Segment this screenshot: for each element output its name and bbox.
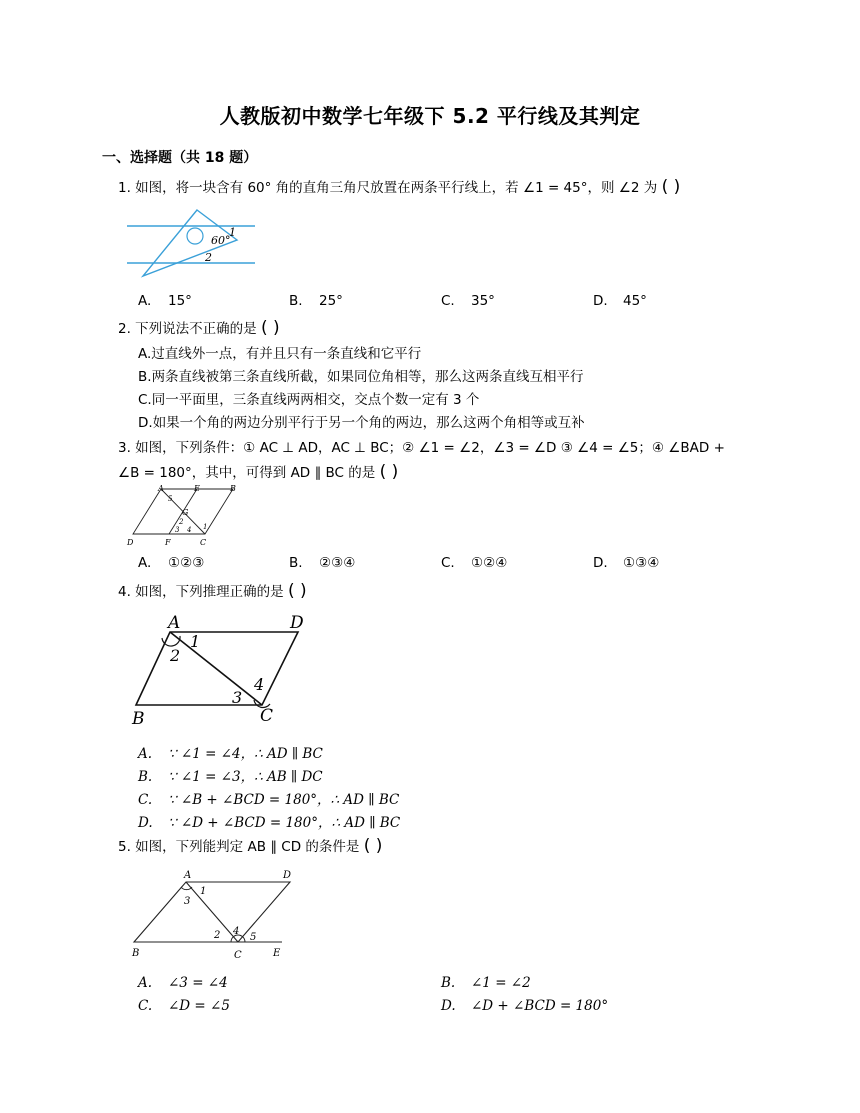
q2-option-b[interactable]: B.两条直线被第三条直线所截，如果同位角相等，那么这两条直线互相平行	[138, 369, 584, 385]
label-G: G	[182, 508, 189, 517]
q4-option-c[interactable]: C. ∵ ∠B + ∠BCD = 180°，∴ AD ∥ BC	[138, 792, 400, 808]
label-2: 2	[170, 646, 181, 665]
label-D: D	[127, 538, 134, 547]
label-B: B	[132, 709, 145, 729]
label-E: E	[194, 484, 200, 493]
label-B: B	[230, 484, 236, 493]
label-1: 1	[203, 523, 208, 531]
q5-option-d[interactable]: D. ∠D + ∠BCD = 180°	[441, 998, 609, 1014]
label-C: C	[234, 950, 242, 961]
q4-option-d[interactable]: D. ∵ ∠D + ∠BCD = 180°，∴ AD ∥ BC	[138, 815, 401, 831]
label-4: 4	[254, 675, 265, 694]
label-D: D	[290, 613, 304, 633]
label-4: 4	[187, 526, 192, 534]
question-4-stem: 4. 如图，下列推理正确的是 ( )	[118, 581, 307, 601]
label-D: D	[283, 870, 292, 881]
label-A: A	[168, 613, 181, 633]
answer-blank[interactable]: ( )	[363, 836, 383, 856]
label-F: F	[165, 538, 171, 547]
question-1-stem: 1. 如图，将一块含有 60° 角的直角三角尺放置在两条平行线上，若 ∠1 = 45°，则 ∠2 为 ( )	[118, 177, 681, 197]
label-C: C	[200, 538, 207, 547]
label-A: A	[184, 870, 192, 881]
q5-option-a[interactable]: A. ∠3 = ∠4	[138, 975, 228, 991]
question-3-stem-line-2: ∠B = 180°，其中，可得到 AD ∥ BC 的是 ( )	[118, 462, 399, 482]
q1-option-d[interactable]: D. 45°	[593, 293, 647, 309]
label-3: 3	[184, 896, 191, 907]
q4-option-a[interactable]: A. ∵ ∠1 = ∠4，∴ AD ∥ BC	[138, 746, 323, 762]
answer-blank[interactable]: ( )	[379, 462, 399, 482]
answer-blank[interactable]: ( )	[287, 581, 307, 601]
q3-option-b[interactable]: B. ②③④	[289, 555, 356, 571]
q2-option-d[interactable]: D.如果一个角的两边分别平行于另一个角的两边，那么这两个角相等或互补	[138, 415, 585, 431]
label-2: 2	[214, 930, 221, 941]
q3-option-d[interactable]: D. ①③④	[593, 555, 660, 571]
q1-option-c[interactable]: C. 35°	[441, 293, 495, 309]
figure-q4-parallelogram	[130, 610, 320, 730]
q1-option-a[interactable]: A. 15°	[138, 293, 192, 309]
label-3: 3	[175, 526, 180, 534]
figure-q1-triangle-on-parallel-lines	[125, 208, 265, 278]
section-heading: 一、选择题（共 18 题）	[102, 150, 258, 166]
figure-q3-parallelogram	[125, 484, 245, 550]
label-1: 1	[190, 632, 201, 651]
question-5-stem: 5. 如图，下列能判定 AB ∥ CD 的条件是 ( )	[118, 836, 383, 856]
q3-option-c[interactable]: C. ①②④	[441, 555, 508, 571]
q2-option-a[interactable]: A.过直线外一点，有并且只有一条直线和它平行	[138, 346, 422, 362]
label-angle-2: 2	[205, 251, 212, 264]
q5-option-c[interactable]: C. ∠D = ∠5	[138, 998, 230, 1014]
label-60-degrees: 60°	[211, 234, 231, 247]
label-4: 4	[233, 926, 240, 937]
label-3: 3	[232, 688, 243, 707]
label-5: 5	[168, 495, 173, 503]
figure-q5-parallelogram	[130, 866, 300, 962]
q4-option-b[interactable]: B. ∵ ∠1 = ∠3，∴ AB ∥ DC	[138, 769, 323, 785]
label-5: 5	[250, 932, 257, 943]
q1-option-b[interactable]: B. 25°	[289, 293, 343, 309]
label-2: 2	[179, 518, 184, 526]
question-3-stem-line-1: 3. 如图，下列条件：① AC ⊥ AD，AC ⊥ BC；② ∠1 = ∠2，∠3 = ∠D ③ ∠4 = ∠5；④ ∠BAD +	[118, 440, 725, 456]
q2-option-c[interactable]: C.同一平面里，三条直线两两相交，交点个数一定有 3 个	[138, 392, 480, 408]
answer-blank[interactable]: ( )	[260, 318, 280, 338]
label-C: C	[260, 706, 274, 726]
page-title: 人教版初中数学七年级下 5.2 平行线及其判定	[219, 104, 641, 128]
label-1: 1	[200, 886, 207, 897]
label-angle-1: 1	[229, 226, 236, 239]
question-2-stem: 2. 下列说法不正确的是 ( )	[118, 318, 280, 338]
label-A: A	[158, 484, 164, 493]
answer-blank[interactable]: ( )	[661, 177, 681, 197]
q5-option-b[interactable]: B. ∠1 = ∠2	[441, 975, 531, 991]
label-B: B	[132, 948, 140, 959]
q3-option-a[interactable]: A. ①②③	[138, 555, 205, 571]
label-E: E	[273, 948, 281, 959]
